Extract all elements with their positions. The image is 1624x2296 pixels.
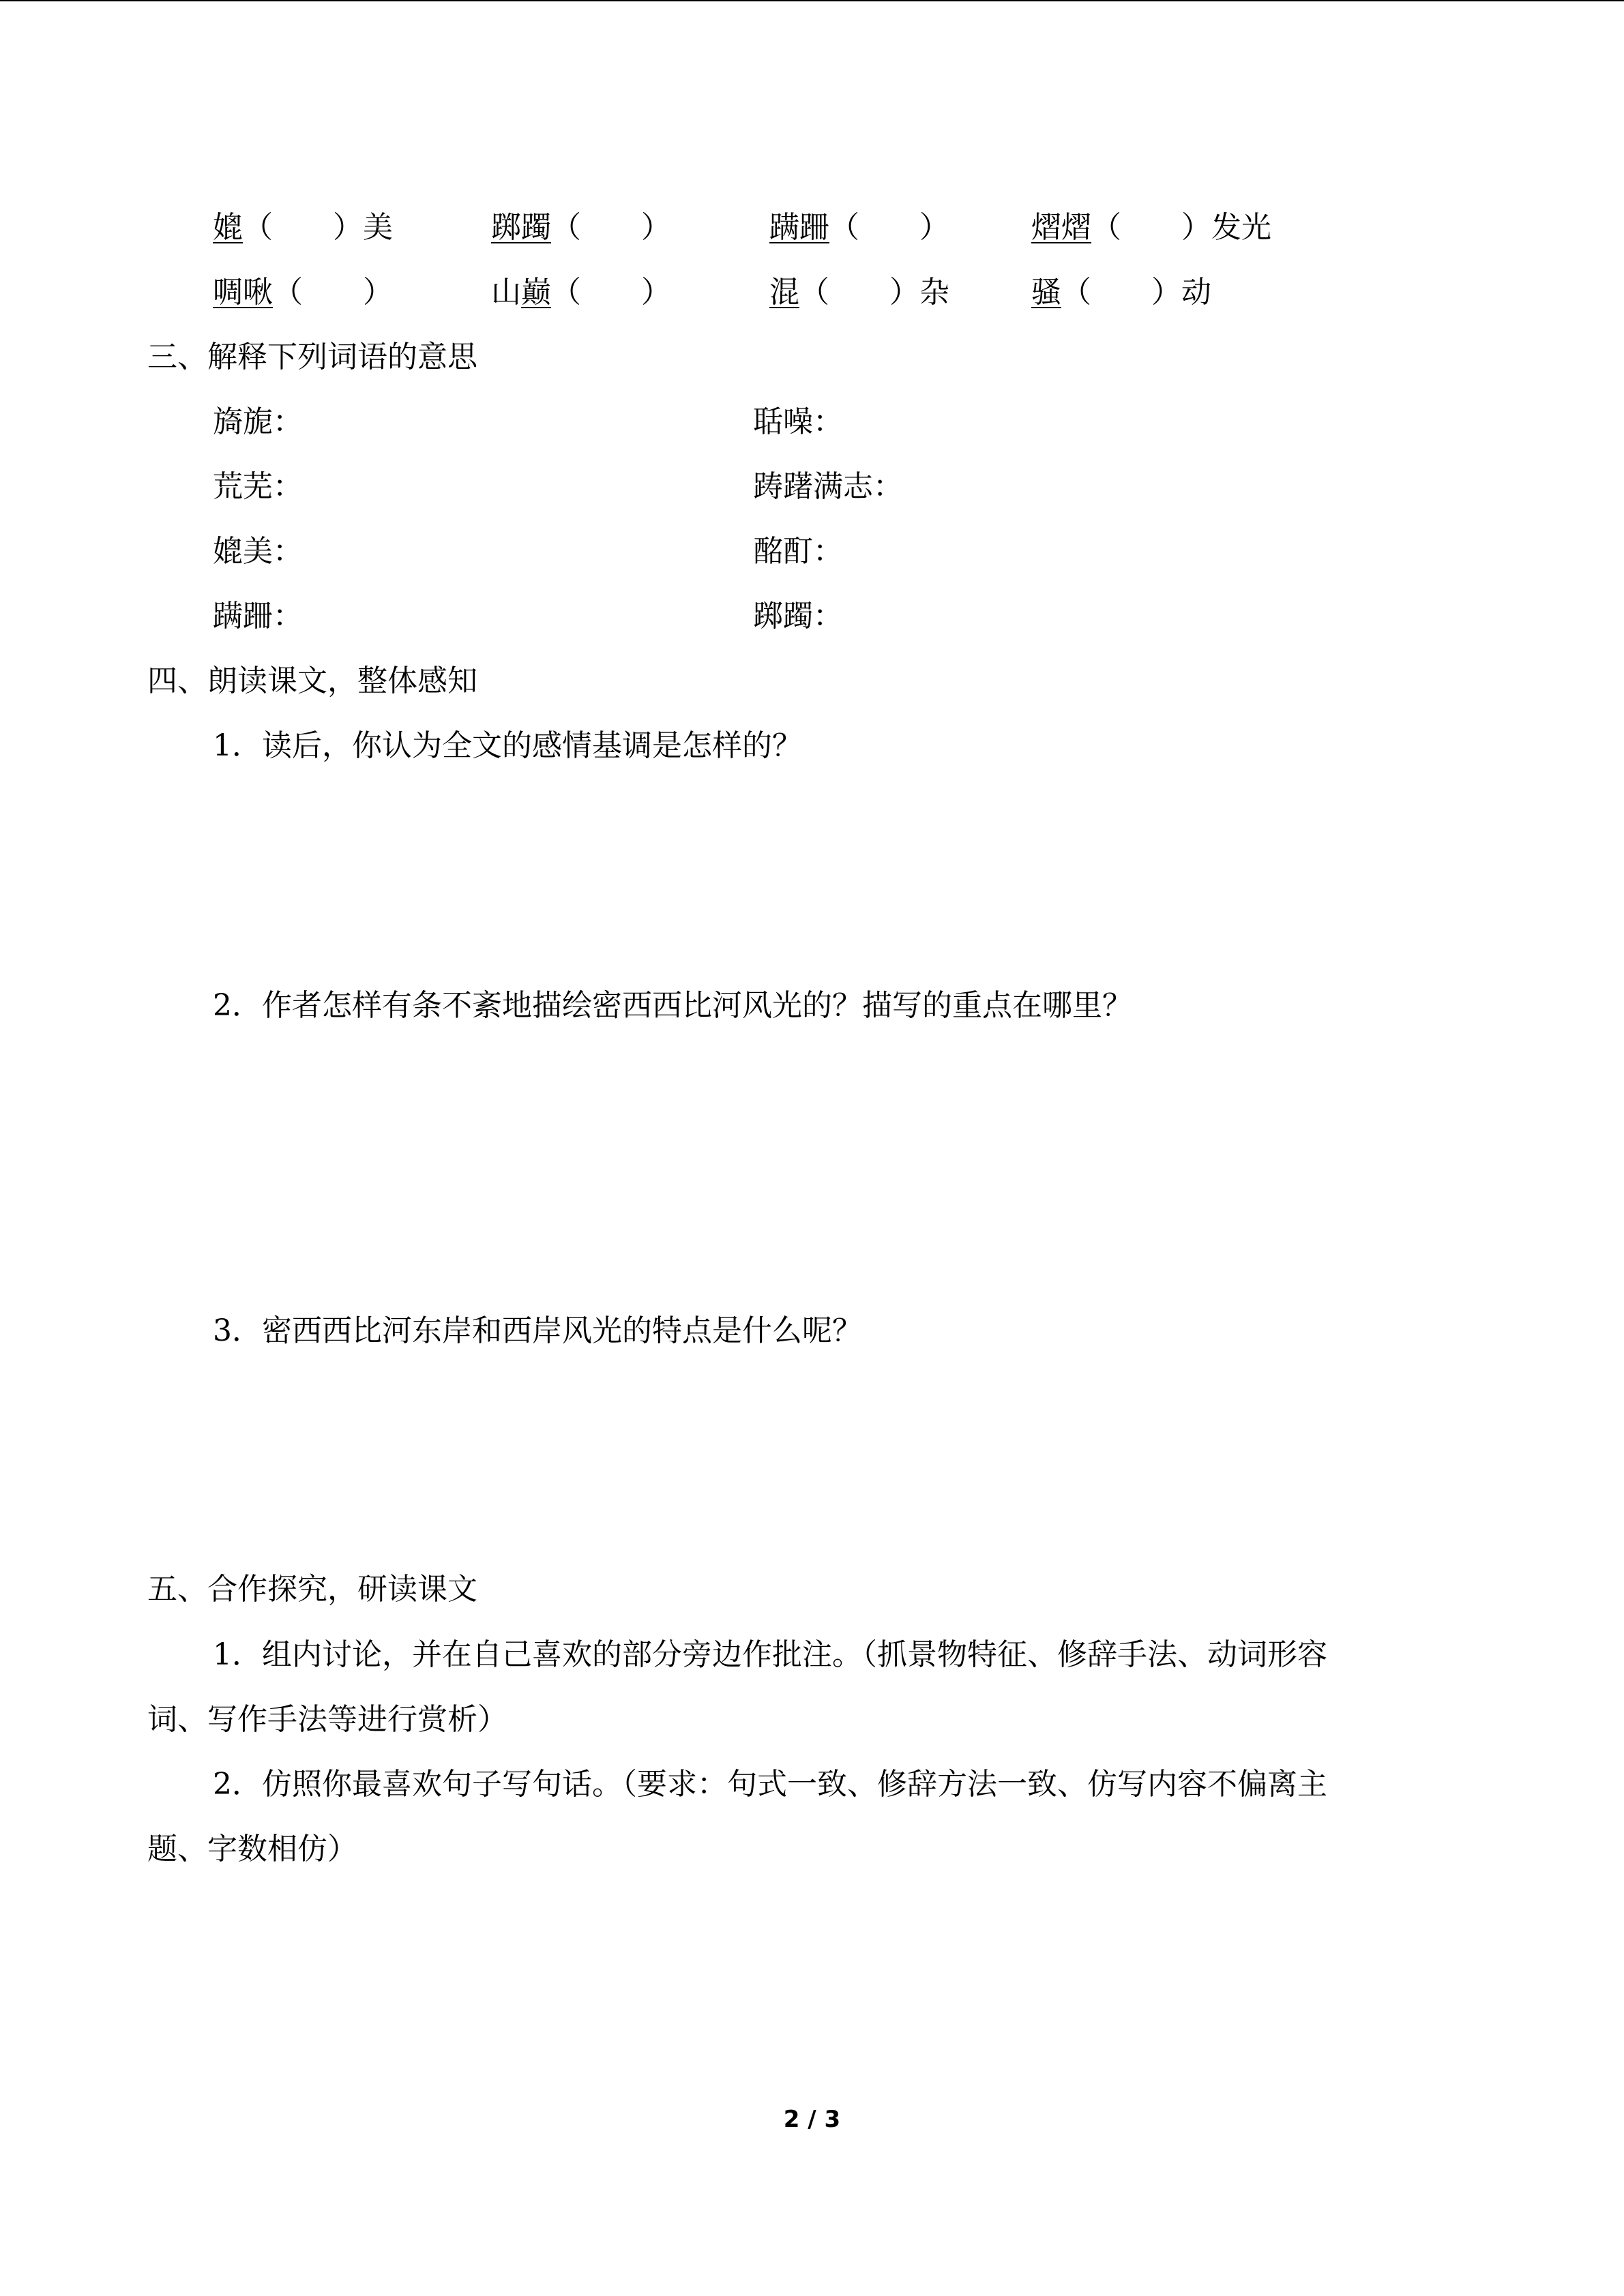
term-label: 踌躇满志： — [753, 469, 903, 504]
discussion-question-line-1: 1．组内讨论，并在自己喜欢的部分旁边作批注。（抓景物特征、修辞手法、动词形容 — [213, 1637, 1327, 1672]
answer-blank: （ ） — [829, 210, 949, 245]
question-1: 1．读后，你认为全文的感情基调是怎样的？ — [213, 728, 802, 763]
pinyin-item — [769, 275, 949, 310]
term-label: 聒噪： — [753, 404, 843, 439]
pinyin-item — [1031, 275, 1211, 310]
answer-blank: （ ） — [551, 210, 671, 245]
answer-blank: （ ） — [273, 275, 393, 310]
discussion-question-line-2: 词、写作手法等进行赏析） — [147, 1702, 507, 1737]
term-label: 荒芜： — [213, 469, 303, 504]
term-label: 旖旎： — [213, 404, 303, 439]
word-suffix: 杂 — [919, 275, 949, 310]
pinyin-item — [769, 210, 949, 245]
question-3: 3．密西西比河东岸和西岸风光的特点是什么呢？ — [213, 1313, 862, 1348]
section-3-heading: 三、解释下列词语的意思 — [147, 340, 477, 374]
pinyin-item — [491, 210, 671, 245]
pinyin-item — [491, 275, 671, 310]
target-word: 混 — [769, 275, 799, 310]
section-5-heading: 五、合作探究，研读课文 — [147, 1572, 477, 1607]
word-prefix: 山 — [491, 275, 521, 310]
word-suffix: 动 — [1181, 275, 1211, 310]
term-label: 媲美： — [213, 534, 303, 569]
answer-blank: （ ） — [799, 275, 919, 310]
answer-blank: （ ） — [551, 275, 671, 310]
word-suffix: 发光 — [1211, 210, 1271, 245]
answer-blank: （ ） — [1061, 275, 1181, 310]
pinyin-item — [213, 210, 393, 245]
target-word: 蹒跚 — [769, 210, 829, 245]
target-word: 巅 — [521, 275, 551, 310]
page-number: 2 / 3 — [783, 2106, 841, 2133]
term-label: 蹒跚： — [213, 599, 303, 633]
pinyin-item — [1031, 210, 1271, 245]
imitation-question-line-1: 2．仿照你最喜欢句子写句话。（要求：句式一致、修辞方法一致、仿写内容不偏离主 — [213, 1767, 1327, 1802]
section-4-heading: 四、朗读课文，整体感知 — [147, 664, 477, 698]
term-label: 踯躅： — [753, 599, 843, 633]
imitation-question-line-2: 题、字数相仿） — [147, 1832, 357, 1866]
page-top-border — [0, 0, 1624, 1]
answer-blank: （ ） — [243, 210, 363, 245]
target-word: 踯躅 — [491, 210, 551, 245]
term-label: 酩酊： — [753, 534, 843, 569]
target-word: 媲 — [213, 210, 243, 245]
target-word: 啁啾 — [213, 275, 273, 310]
word-suffix: 美 — [363, 210, 393, 245]
target-word: 熠熠 — [1031, 210, 1091, 245]
question-2: 2．作者怎样有条不紊地描绘密西西比河风光的？描写的重点在哪里？ — [213, 988, 1132, 1023]
pinyin-item — [213, 275, 393, 310]
target-word: 骚 — [1031, 275, 1061, 310]
answer-blank: （ ） — [1091, 210, 1211, 245]
